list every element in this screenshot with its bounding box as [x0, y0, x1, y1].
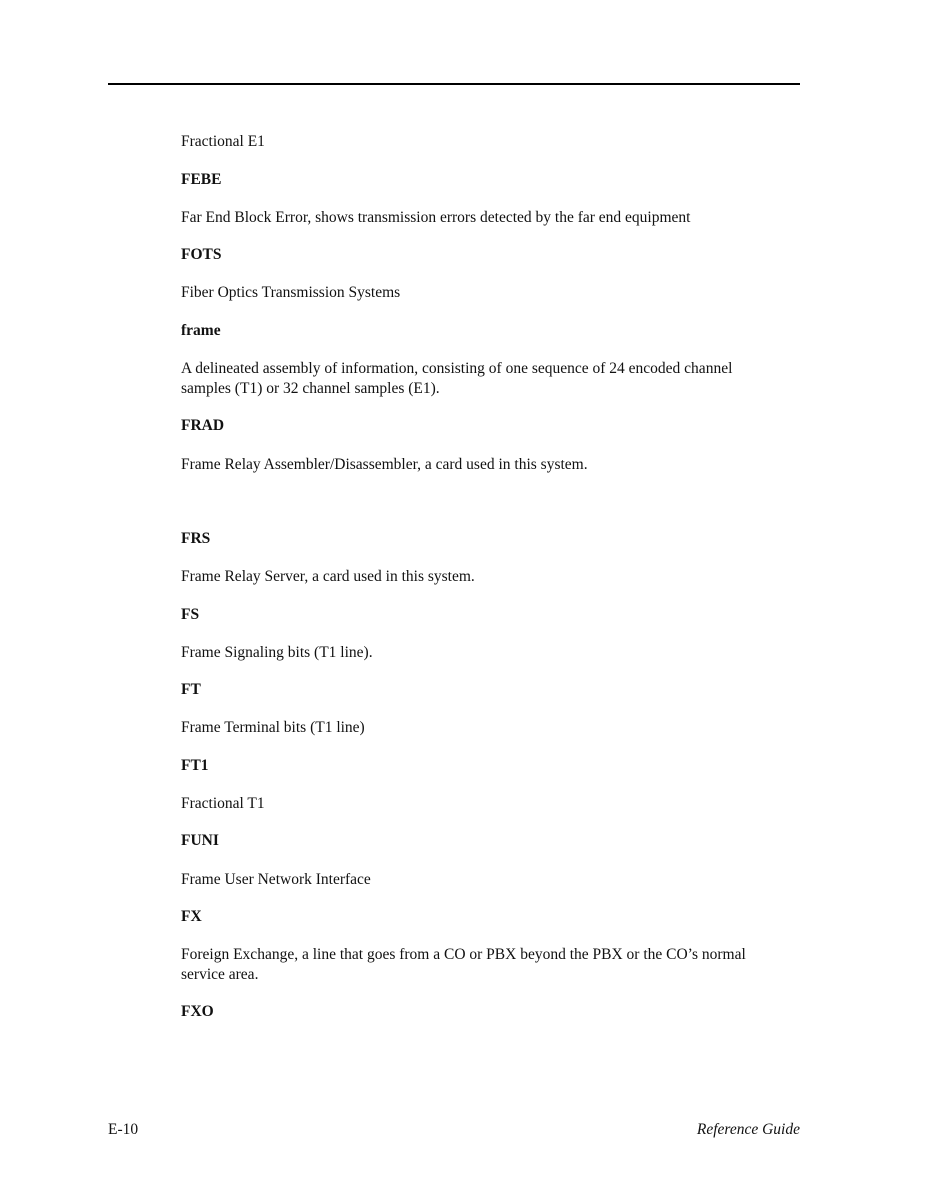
term-fx: FX [181, 908, 202, 925]
term-febe: FEBE [181, 171, 222, 188]
term-fots: FOTS [181, 246, 222, 263]
document-title: Reference Guide [696, 1121, 800, 1138]
term-fxo: FXO [181, 1003, 214, 1020]
definition-ft: Frame Terminal bits (T1 line) [181, 719, 365, 736]
definition-fx-line-1: Foreign Exchange, a line that goes from a CO or PBX beyond the PBX or the CO’s normal [181, 946, 746, 963]
definition-febe: Far End Block Error, shows transmission errors detected by the far end equipment [181, 209, 691, 226]
page-number: E-10 [108, 1121, 139, 1138]
term-fs: FS [181, 606, 200, 623]
definition-fots: Fiber Optics Transmission Systems [181, 284, 401, 301]
term-ft1: FT1 [181, 757, 209, 774]
definition-ft1: Fractional T1 [181, 795, 265, 812]
header-rule [108, 83, 800, 85]
term-ft: FT [181, 681, 201, 698]
term-frs: FRS [181, 530, 211, 547]
term-frame: frame [181, 322, 221, 339]
term-frad: FRAD [181, 417, 225, 434]
definition-frs: Frame Relay Server, a card used in this system. [181, 568, 475, 585]
definition-funi: Frame User Network Interface [181, 871, 371, 888]
definition-frame-line-2: samples (T1) or 32 channel samples (E1). [181, 380, 440, 397]
definition-frad: Frame Relay Assembler/Disassembler, a card used in this system. [181, 456, 588, 473]
definition-fs: Frame Signaling bits (T1 line). [181, 644, 373, 661]
definition-frame-line-1: A delineated assembly of information, consisting of one sequence of 24 encoded channel [181, 360, 733, 377]
definition-fx-line-2: service area. [181, 966, 259, 983]
definition-fractional-e1: Fractional E1 [181, 133, 265, 150]
term-funi: FUNI [181, 832, 219, 849]
